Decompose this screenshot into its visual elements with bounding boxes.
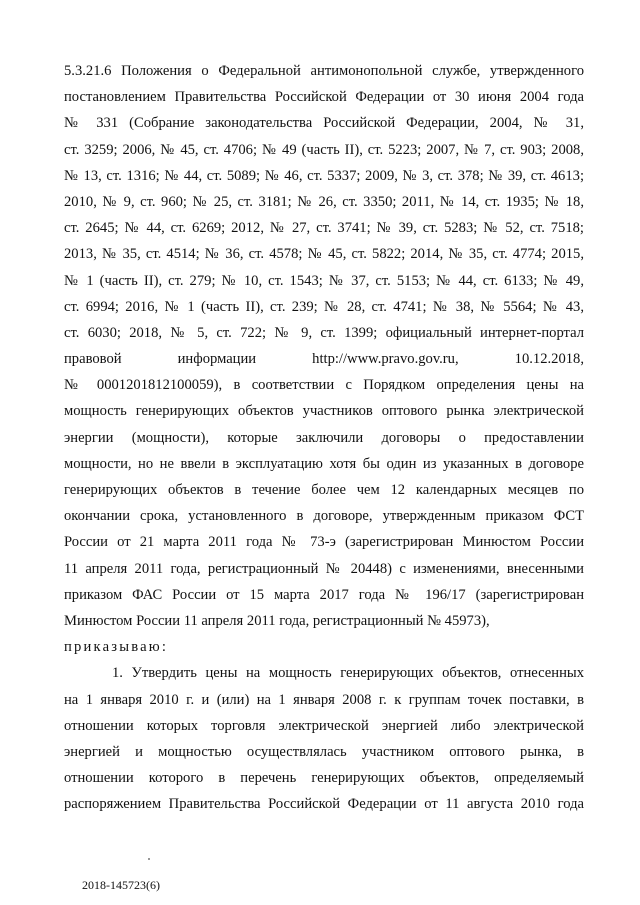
item-line: отношении которых торговля электрической энергией либо электрической <box>64 717 584 734</box>
item-line: отношении которого в перечень генерирующих объектов, определяемый <box>64 770 584 787</box>
scan-speck <box>148 858 150 860</box>
document-body <box>64 58 584 817</box>
text-line: мощность генерирующих объектов участников оптового рынка электрической <box>64 403 584 420</box>
text-line: № 1 (часть II), ст. 279; № 10, ст. 1543; № 37, ст. 5153; № 44, ст. 6133; № 49, <box>64 272 584 289</box>
text-line: ст. 6994; 2016, № 1 (часть II), ст. 239; № 28, ст. 4741; № 38, № 5564; № 43, <box>64 298 584 315</box>
item-line: 1. Утвердить цены на мощность генерирующих объектов, отнесенных <box>112 665 584 682</box>
text-line: ст. 3259; 2006, № 45, ст. 4706; № 49 (часть II), ст. 5223; 2007, № 7, ст. 903; 2008, <box>64 141 584 158</box>
text-line: № 331 (Собрание законодательства Российской Федерации, 2004, № 31, <box>64 115 584 132</box>
footer-code: 2018-145723(6) <box>82 878 160 892</box>
text-line: № 0001201812100059), в соответствии с Порядком определения цены на <box>64 377 584 394</box>
text-line: приказом ФАС России от 15 марта 2017 года № 196/17 (зарегистрирован <box>64 586 584 603</box>
item-line: на 1 января 2010 г. и (или) на 1 января 2008 г. к группам точек поставки, в <box>64 691 584 708</box>
order-word: приказываю: <box>64 639 169 656</box>
text-line: России от 21 марта 2011 года № 73-э (зарегистрирован Минюстом России <box>64 534 584 551</box>
text-line: постановлением Правительства Российской Федерации от 30 июня 2004 года <box>64 89 584 106</box>
text-line: ст. 6030; 2018, № 5, ст. 722; № 9, ст. 1399; официальный интернет-портал <box>64 324 584 341</box>
text-line: 2013, № 35, ст. 4514; № 36, ст. 4578; № 45, ст. 5822; 2014, № 35, ст. 4774; 2015, <box>64 246 584 263</box>
text-line: правовой информации http://www.pravo.gov.ru, 10.12.2018, <box>64 351 584 368</box>
text-line: 2010, № 9, ст. 960; № 25, ст. 3181; № 26, ст. 3350; 2011, № 14, ст. 1935; № 18, <box>64 193 584 210</box>
text-line: Минюстом России 11 апреля 2011 года, регистрационный № 45973), <box>64 612 490 629</box>
text-line: мощности, но не ввели в эксплуатацию хотя бы один из указанных в договоре <box>64 455 584 472</box>
item-line: распоряжением Правительства Российской Федерации от 11 августа 2010 года <box>64 796 584 813</box>
text-line: 5.3.21.6 Положения о Федеральной антимонопольной службе, утвержденного <box>64 63 584 79</box>
text-line: генерирующих объектов в течение более чем 12 календарных месяцев по <box>64 482 584 498</box>
text-line: № 13, ст. 1316; № 44, ст. 5089; № 46, ст. 5337; 2009, № 3, ст. 378; № 39, ст. 4613; <box>64 167 584 184</box>
text-line: 11 апреля 2011 года, регистрационный № 20448) с изменениями, внесенными <box>64 560 584 577</box>
text-line: ст. 2645; № 44, ст. 6269; 2012, № 27, ст. 3741; № 39, ст. 5283; № 52, ст. 7518; <box>64 220 584 237</box>
text-line: окончании срока, установленного в договоре, утвержденным приказом ФСТ <box>64 508 584 525</box>
text-line: энергии (мощности), которые заключили договоры о предоставлении <box>64 429 584 446</box>
item-line: энергией и мощностью осуществлялась участником оптового рынка, в <box>64 743 584 760</box>
